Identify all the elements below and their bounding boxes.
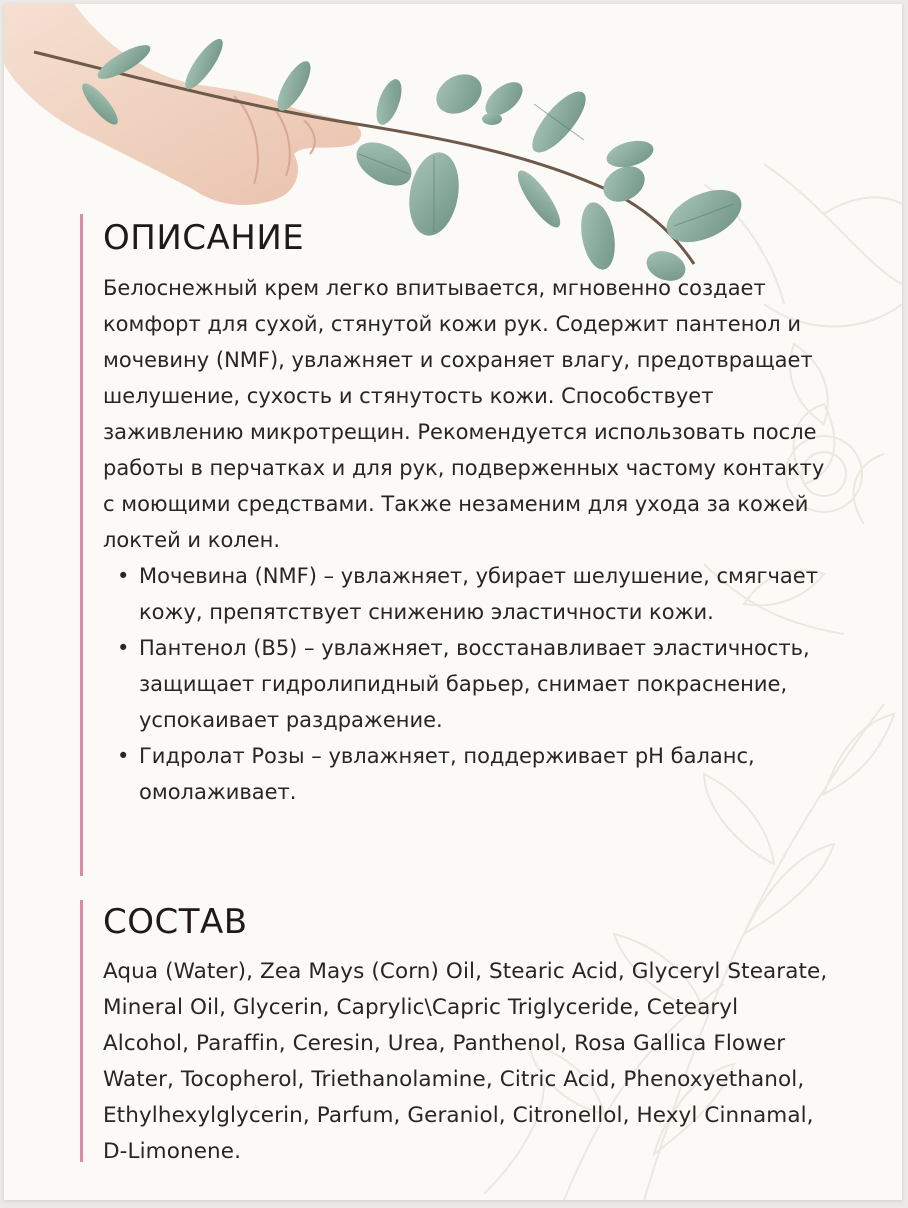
bullet-icon: • xyxy=(117,564,130,588)
composition-text: Aqua (Water), Zea Mays (Corn) Oil, Stearic Acid, Glyceryl Stearate, Mineral Oil, Glycerin, Caprylic\Capric Triglyceride, Cetearyl Alcohol, Paraffin, Ceresin, Urea, Panthenol, Rosa Gallica Flower Water, Tocopherol, Triethanolamine, Citric Acid, Phenoxyethanol, Ethylhexylglycerin, Parfum, Geraniol, Citronellol, Hexyl Cinnamal, D-Limonene. xyxy=(103,959,828,1164)
bullet-icon: • xyxy=(117,744,130,768)
benefit-text: Мочевина (NMF) – увлажняет, убирает шелушение, смягчает кожу, препятствует снижению эластичности кожи. xyxy=(139,564,818,624)
composition-title: СОСТАВ xyxy=(103,902,248,942)
bullet-icon: • xyxy=(117,636,130,660)
composition-section xyxy=(80,900,828,1164)
accent-bar xyxy=(80,214,83,876)
list-item xyxy=(103,630,828,738)
description-text: Белоснежный крем легко впитывается, мгновенно создает комфорт для сухой, стянутой кожи рук. Содержит пантенол и мочевину (NMF), увлажняет и сохраняет влагу, предотвращает шелушение, сухость и стянутость кожи. Способствует заживлению микротрещин. Рекомендуется использовать после работы в перчатках и для рук, подверженных частому контакту с моющими средствами. Также незаменим для ухода за кожей локтей и колен. xyxy=(103,276,825,552)
product-info-card xyxy=(4,4,902,1200)
benefit-text: Гидролат Розы – увлажняет, поддерживает pH баланс, омолаживает. xyxy=(139,744,755,804)
description-section xyxy=(80,214,825,876)
description-title: ОПИСАНИЕ xyxy=(103,218,305,258)
description-body xyxy=(103,270,828,810)
accent-bar xyxy=(80,900,83,1162)
benefits-list xyxy=(103,558,828,810)
benefit-text: Пантенол (B5) – увлажняет, восстанавливает эластичность, защищает гидролипидный барьер, снимает покраснение, успокаивает раздражение. xyxy=(139,636,810,732)
list-item xyxy=(103,738,828,810)
list-item xyxy=(103,558,828,630)
